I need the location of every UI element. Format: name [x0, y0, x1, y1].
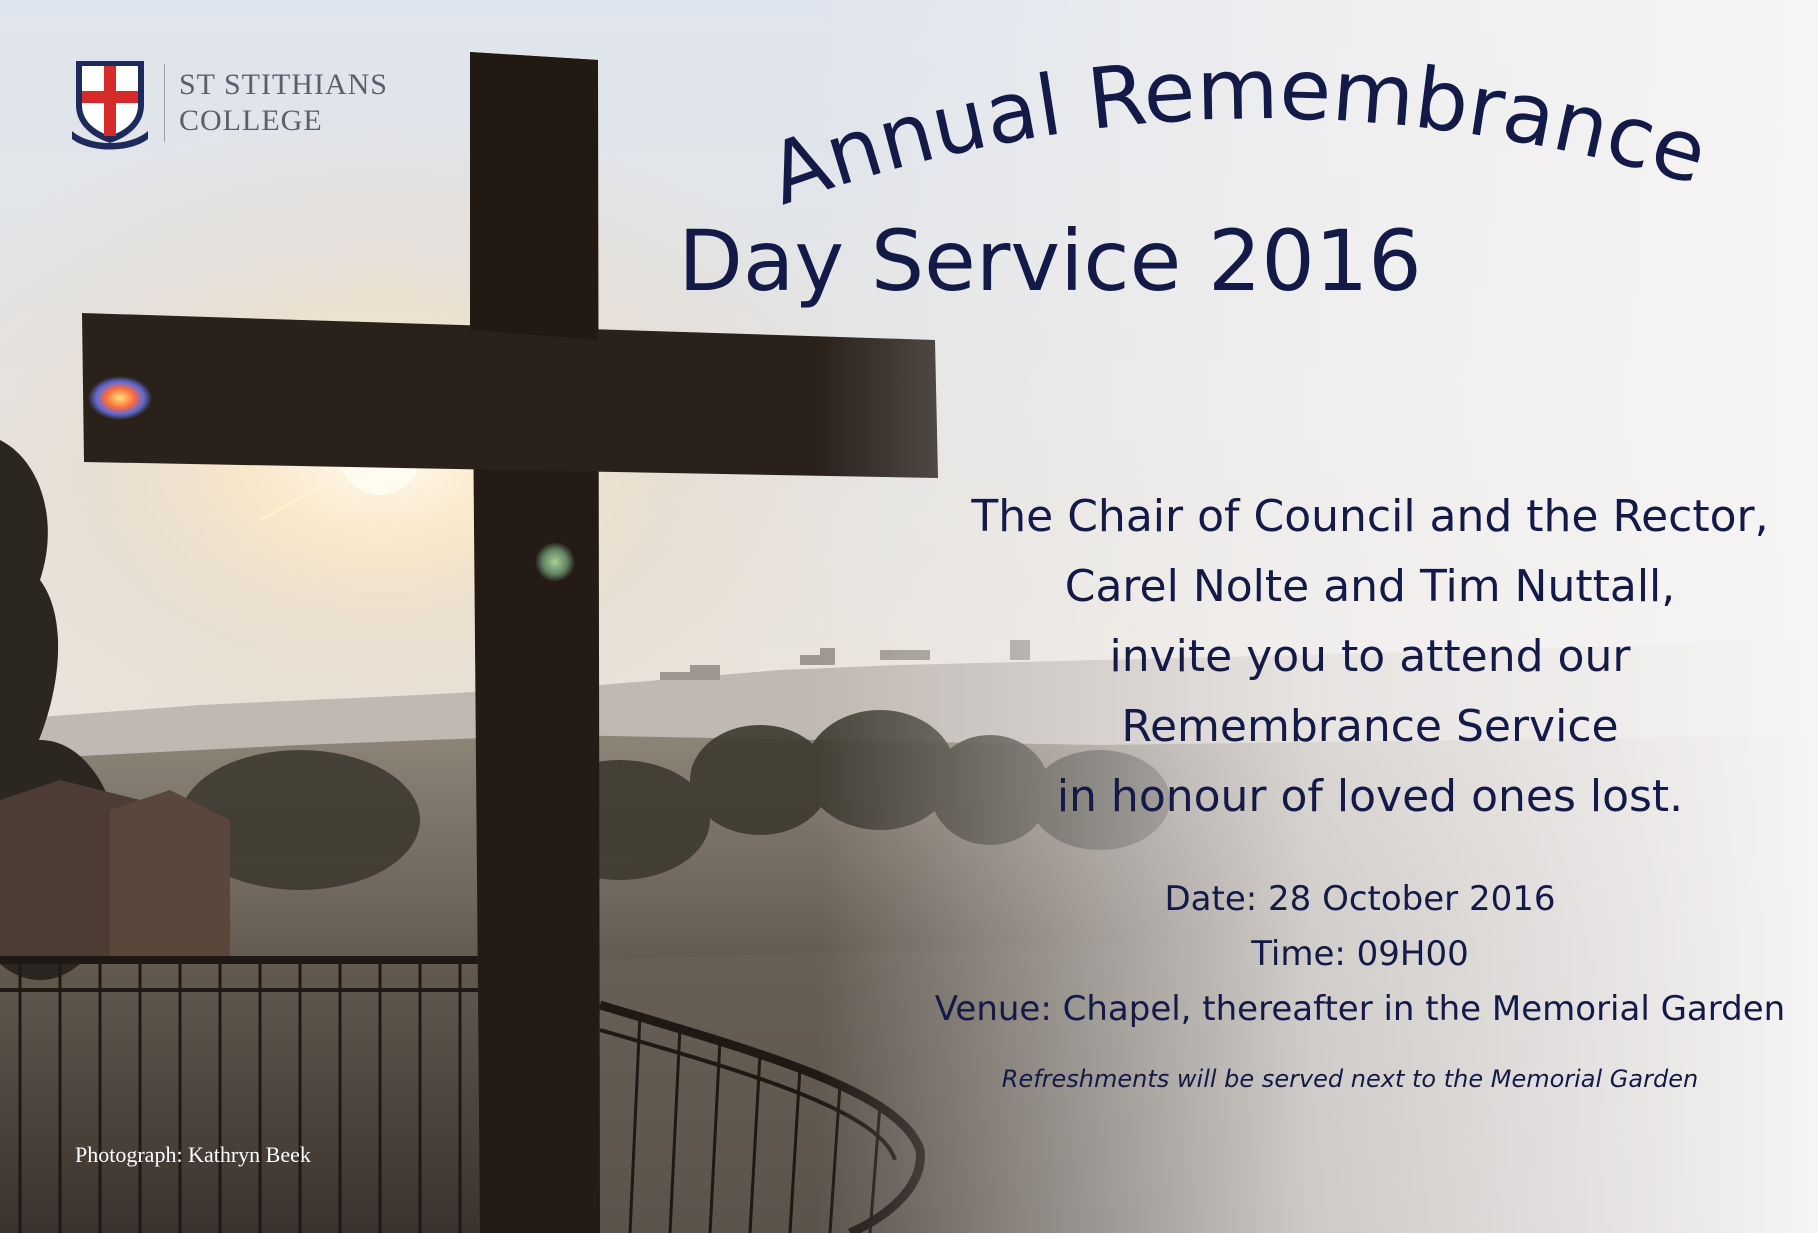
- invitation-line-1: The Chair of Council and the Rector,: [971, 491, 1769, 542]
- invitation-text: [930, 482, 1810, 832]
- invitation-line-3: invite you to attend our: [1109, 631, 1631, 682]
- event-date: Date: 28 October 2016: [1164, 879, 1556, 919]
- photo-credit: Photograph: Kathryn Beek: [75, 1142, 311, 1167]
- refreshments-note: Refreshments will be served next to the Memorial Garden: [1001, 1065, 1699, 1093]
- invitation-line-2: Carel Nolte and Tim Nuttall,: [1064, 561, 1676, 612]
- college-name: [179, 67, 388, 139]
- invitation-line-4: Remembrance Service: [1121, 701, 1619, 752]
- college-name-line1: ST STITHIANS: [179, 67, 388, 101]
- title-line1: Annual Remembrance: [756, 39, 1718, 225]
- title-line2: Day Service 2016: [678, 212, 1422, 310]
- event-title: [660, 40, 1800, 360]
- invitation-line-5: in honour of loved ones lost.: [1056, 771, 1684, 822]
- school-crest-icon: [70, 55, 150, 150]
- logo-divider: [164, 64, 165, 142]
- college-logo: [70, 55, 388, 150]
- college-name-line2: COLLEGE: [179, 103, 323, 137]
- event-venue: Venue: Chapel, thereafter in the Memorial Garden: [934, 989, 1786, 1029]
- event-details: [900, 872, 1818, 1037]
- event-time: Time: 09H00: [1251, 934, 1469, 974]
